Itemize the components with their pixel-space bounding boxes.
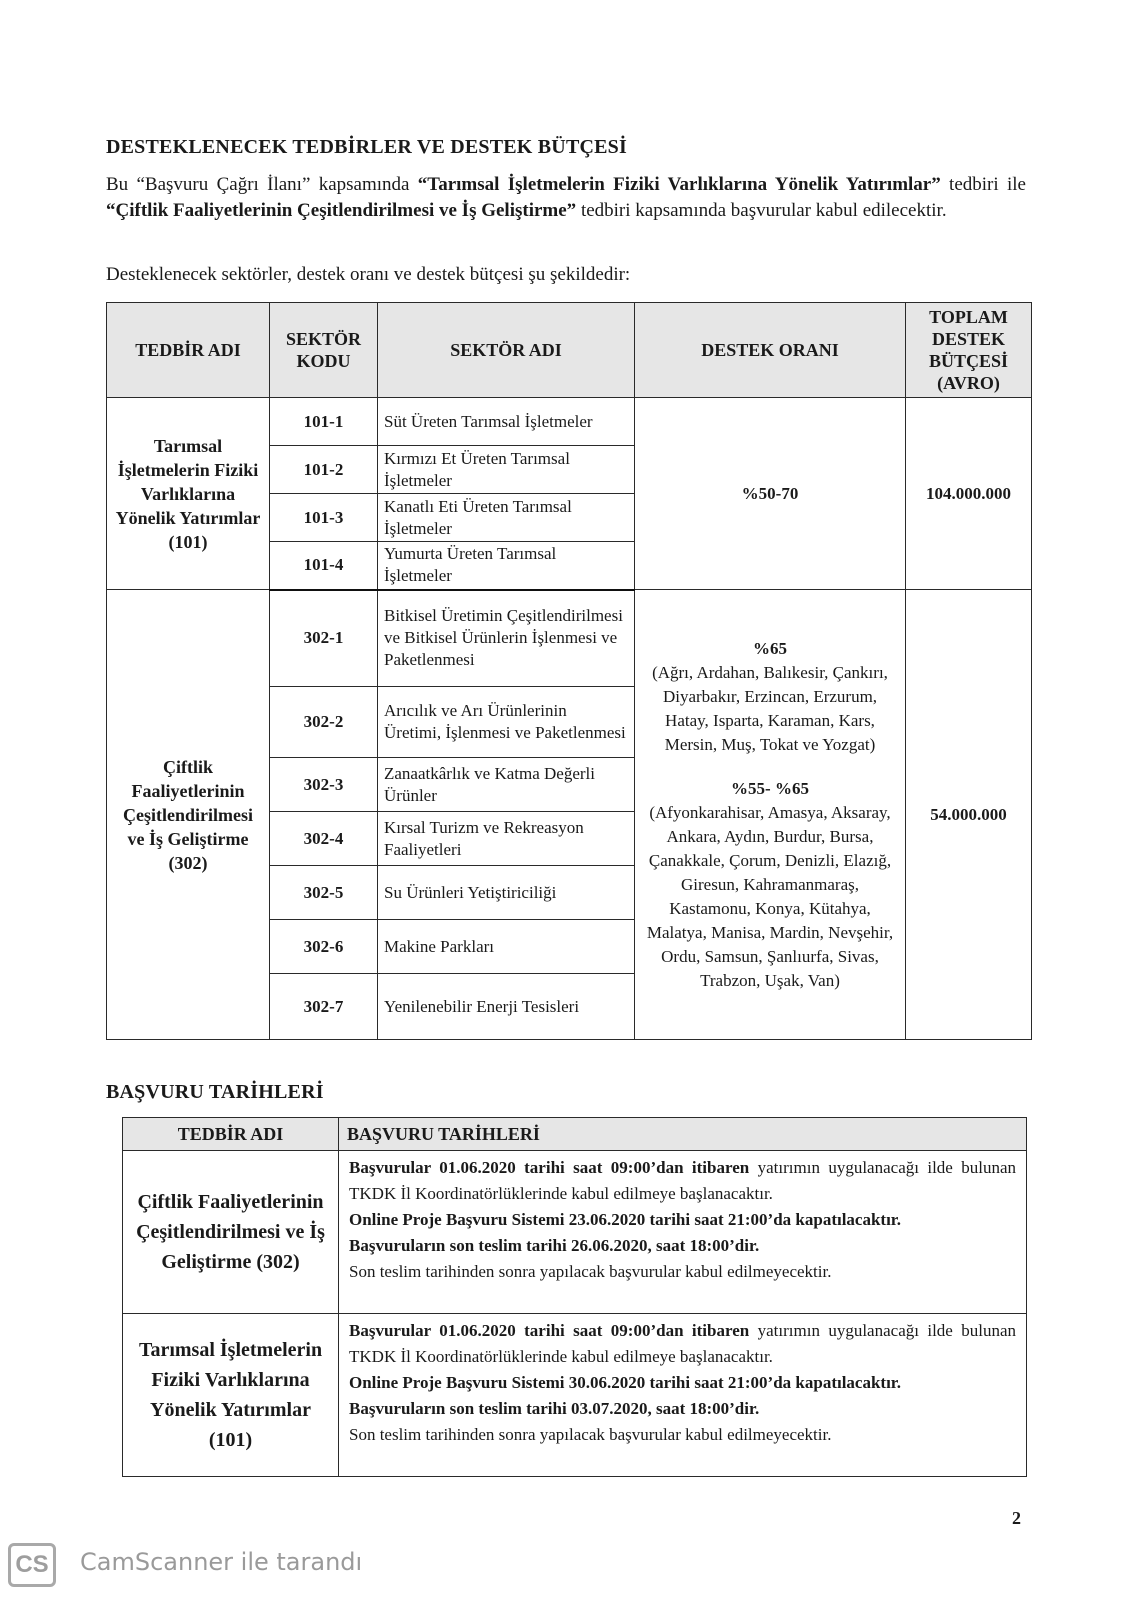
intro-text: tedbiri kapsamında başvurular kabul edilecektir. [576, 200, 947, 221]
rate-55-65-provinces: (Afyonkarahisar, Amasya, Aksaray, Ankara, Aydın, Burdur, Bursa, Çanakkale, Çorum, Denizli, Elazığ, Giresun, Kahramanmaraş, Kastamonu, Konya, Kütahya, Malatya, Manisa, Mardin, Nevşehir, Ordu, Samsun, Şanlıurfa, Sivas, Trabzon, Uşak, Van) [646, 802, 894, 990]
online-system-close: Online Proje Başvuru Sistemi 23.06.2020 tarihi saat 21:00’da kapatılacaktır. [349, 1210, 902, 1229]
table-row [123, 1151, 1027, 1314]
table-row [123, 1314, 1027, 1477]
sector-code: 302-6 [270, 920, 378, 974]
late-submission-note: Son teslim tarihinden sonra yapılacak başvurular kabul edilmeyecektir. [349, 1425, 832, 1444]
sector-code: 302-5 [270, 866, 378, 920]
measure-101-name: Tarımsal İşletmelerin Fiziki Varlıklarına Yönelik Yatırımlar (101) [123, 1314, 339, 1477]
header-tedbir-adi: TEDBİR ADI [107, 303, 270, 398]
sector-name: Bitkisel Üretimin Çeşitlendirilmesi ve Bitkisel Ürünlerin İşlenmesi ve Paketlenmesi [378, 590, 635, 687]
measure-101-dates [339, 1314, 1027, 1477]
sector-name: Yumurta Üreten Tarımsal İşletmeler [378, 542, 635, 590]
sector-code: 302-3 [270, 758, 378, 812]
rate-65-provinces: (Ağrı, Ardahan, Balıkesir, Çankırı, Diyarbakır, Erzincan, Erzurum, Hatay, Isparta, Karaman, Kars, Mersin, Muş, Tokat ve Yozgat) [652, 662, 888, 754]
table-row [107, 398, 1032, 446]
sector-name: Zanaatkârlık ve Katma Değerli Ürünler [378, 758, 635, 812]
table-header-row [107, 303, 1032, 398]
sectors-intro: Desteklenecek sektörler, destek oranı ve destek bütçesi şu şekildedir: [106, 264, 631, 285]
measure-302-budget: 54.000.000 [906, 590, 1032, 1040]
intro-measure-101: “Tarımsal İşletmelerin Fiziki Varlıklarına Yönelik Yatırımlar” [417, 174, 941, 195]
table-header-row [123, 1118, 1027, 1151]
table-row [107, 590, 1032, 687]
online-system-close: Online Proje Başvuru Sistemi 30.06.2020 tarihi saat 21:00’da kapatılacaktır. [349, 1373, 902, 1392]
sector-name: Yenilenebilir Enerji Tesisleri [378, 974, 635, 1040]
intro-measure-302: “Çiftlik Faaliyetlerinin Çeşitlendirilmesi ve İş Geliştirme” [106, 200, 577, 221]
sector-code: 302-7 [270, 974, 378, 1040]
page-number: 2 [1012, 1508, 1021, 1528]
measure-302-support-rate [635, 590, 906, 1040]
camscanner-logo-icon: CS [8, 1543, 56, 1587]
intro-text: tedbiri ile [940, 174, 1026, 195]
sector-name: Su Ürünleri Yetiştiriciliği [378, 866, 635, 920]
sector-name: Süt Üreten Tarımsal İşletmeler [378, 398, 635, 446]
rate-65-title: %65 [753, 638, 787, 658]
measure-101-support-rate: %50-70 [635, 398, 906, 590]
header-toplam-butce: TOPLAM DESTEK BÜTÇESİ (AVRO) [906, 303, 1032, 398]
sector-code: 302-4 [270, 812, 378, 866]
submission-deadline: Başvuruların son teslim tarihi 26.06.2020, saat 18:00’dir. [349, 1236, 760, 1255]
start-date-text: Başvurular 01.06.2020 tarihi saat 09:00’dan itibaren [349, 1158, 750, 1177]
start-date-detail: yatırımın uygulanacağı ilde bulunan TKDK İl Koordinatörlüklerinde kabul edilmeye başlanacaktır. [349, 1158, 1016, 1203]
sector-name: Kırsal Turizm ve Rekreasyon Faaliyetleri [378, 812, 635, 866]
sector-name: Kırmızı Et Üreten Tarımsal İşletmeler [378, 446, 635, 494]
intro-text: Bu “Başvuru Çağrı İlanı” kapsamında [106, 174, 418, 195]
header-destek-orani: DESTEK ORANI [635, 303, 906, 398]
measure-302-dates [339, 1151, 1027, 1314]
measure-302-name: Çiftlik Faaliyetlerinin Çeşitlendirilmesi ve İş Geliştirme (302) [123, 1151, 339, 1314]
section-heading-application-dates: BAŞVURU TARİHLERİ [106, 1081, 324, 1103]
rate-55-65-title: %55- %65 [731, 778, 809, 798]
start-date-text: Başvurular 01.06.2020 tarihi saat 09:00’dan itibaren [349, 1321, 750, 1340]
support-budget-table [106, 302, 1032, 1040]
camscanner-watermark: CamScanner ile tarandı [80, 1548, 363, 1576]
application-dates-table [122, 1117, 1027, 1477]
header-tedbir-adi: TEDBİR ADI [123, 1118, 339, 1151]
measure-101-budget: 104.000.000 [906, 398, 1032, 590]
sector-code: 302-2 [270, 687, 378, 758]
sector-name: Arıcılık ve Arı Ürünlerinin Üretimi, İşlenmesi ve Paketlenmesi [378, 687, 635, 758]
sector-code: 101-1 [270, 398, 378, 446]
sector-name: Makine Parkları [378, 920, 635, 974]
measure-302-name: Çiftlik Faaliyetlerinin Çeşitlendirilmesi ve İş Geliştirme (302) [107, 590, 270, 1040]
sector-code: 101-4 [270, 542, 378, 590]
sector-code: 101-2 [270, 446, 378, 494]
submission-deadline: Başvuruların son teslim tarihi 03.07.2020, saat 18:00’dir. [349, 1399, 760, 1418]
measure-101-name: Tarımsal İşletmelerin Fiziki Varlıklarına Yönelik Yatırımlar (101) [107, 398, 270, 590]
sector-name: Kanatlı Eti Üreten Tarımsal İşletmeler [378, 494, 635, 542]
late-submission-note: Son teslim tarihinden sonra yapılacak başvurular kabul edilmeyecektir. [349, 1262, 832, 1281]
intro-paragraph [106, 172, 1026, 224]
header-basvuru-tarihleri: BAŞVURU TARİHLERİ [339, 1118, 1027, 1151]
header-sektor-adi: SEKTÖR ADI [378, 303, 635, 398]
start-date-detail: yatırımın uygulanacağı ilde bulunan TKDK İl Koordinatörlüklerinde kabul edilmeye başlanacaktır. [349, 1321, 1016, 1366]
sector-code: 302-1 [270, 590, 378, 687]
section-heading-supported-measures: DESTEKLENECEK TEDBİRLER VE DESTEK BÜTÇESİ [106, 136, 627, 158]
header-sektor-kodu: SEKTÖR KODU [270, 303, 378, 398]
sector-code: 101-3 [270, 494, 378, 542]
